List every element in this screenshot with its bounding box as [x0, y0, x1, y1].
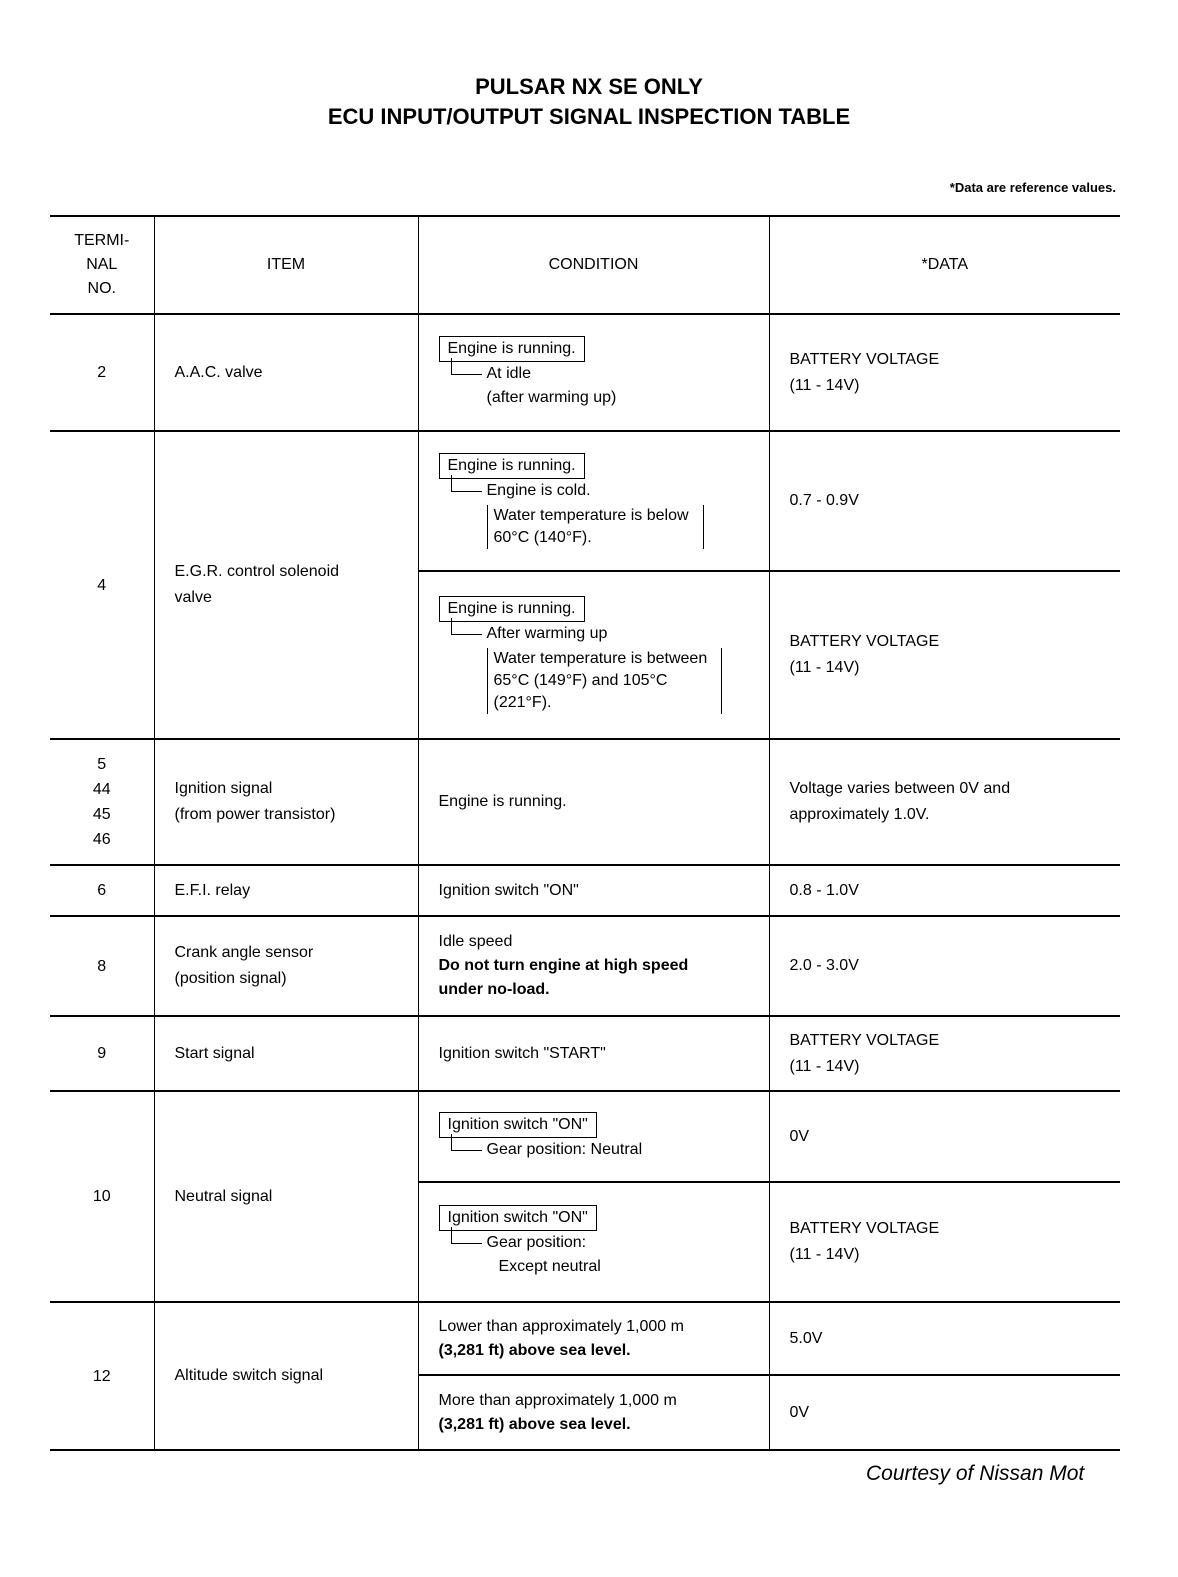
header-data: *DATA [769, 216, 1120, 314]
condition-sub: Gear position: Neutral [451, 1138, 749, 1162]
courtesy-credit: Courtesy of Nissan Mot [866, 1462, 1085, 1485]
condition-cell: Ignition switch "ON" [418, 865, 769, 916]
condition-bracket: Water temperature is between 65°C (149°F) and 105°C (221°F). [487, 648, 723, 714]
condition-box: Ignition switch "ON" [439, 1112, 597, 1138]
reference-note: *Data are reference values. [949, 180, 1116, 195]
page-title [0, 72, 1178, 132]
terminal-number: 6 [50, 865, 154, 916]
header-item: ITEM [154, 216, 418, 314]
item-name: E.G.R. control solenoid valve [154, 431, 418, 739]
data-cell: 0V [769, 1091, 1120, 1182]
data-cell: Voltage varies between 0V and approximately 1.0V. [769, 739, 1120, 865]
table-row [50, 431, 1120, 571]
condition-cell: Idle speed Do not turn engine at high speed under no-load. [418, 916, 769, 1016]
data-cell: BATTERY VOLTAGE (11 - 14V) [769, 1016, 1120, 1091]
data-cell: BATTERY VOLTAGE (11 - 14V) [769, 314, 1120, 431]
item-name: Neutral signal [154, 1091, 418, 1302]
condition-sub: After warming up [451, 622, 749, 646]
table-row [50, 916, 1120, 1016]
condition-cell [418, 1091, 769, 1182]
item-name: Altitude switch signal [154, 1302, 418, 1450]
terminal-number: 4 [50, 431, 154, 739]
item-name: A.A.C. valve [154, 314, 418, 431]
data-cell: 0.7 - 0.9V [769, 431, 1120, 571]
condition-sub: At idle [451, 362, 749, 386]
data-cell: BATTERY VOLTAGE (11 - 14V) [769, 571, 1120, 739]
condition-cell: Engine is running. [418, 739, 769, 865]
data-cell: 5.0V [769, 1302, 1120, 1375]
data-cell: 2.0 - 3.0V [769, 916, 1120, 1016]
condition-box: Engine is running. [439, 336, 585, 362]
table-row [50, 739, 1120, 865]
condition-bracket: Water temperature is below 60°C (140°F). [487, 505, 704, 549]
terminal-number: 9 [50, 1016, 154, 1091]
header-terminal: TERMI- NAL NO. [50, 216, 154, 314]
condition-cell: More than approximately 1,000 m (3,281 ft) above sea level. [418, 1375, 769, 1450]
condition-cell [418, 571, 769, 739]
terminal-number: 12 [50, 1302, 154, 1450]
condition-sub-note: Except neutral [498, 1258, 601, 1275]
title-line-1: PULSAR NX SE ONLY [475, 74, 703, 99]
item-name: Ignition signal (from power transistor) [154, 739, 418, 865]
data-cell: 0V [769, 1375, 1120, 1450]
table-row [50, 1302, 1120, 1375]
item-name: Crank angle sensor (position signal) [154, 916, 418, 1016]
item-name: E.F.I. relay [154, 865, 418, 916]
condition-cell: Ignition switch "START" [418, 1016, 769, 1091]
terminal-number: 2 [50, 314, 154, 431]
table-row [50, 1016, 1120, 1091]
header-row [50, 216, 1120, 314]
condition-box: Engine is running. [439, 453, 585, 479]
condition-box: Engine is running. [439, 596, 585, 622]
data-cell: BATTERY VOLTAGE (11 - 14V) [769, 1182, 1120, 1302]
condition-sub: Engine is cold. [451, 479, 749, 503]
condition-sub: Gear position: [451, 1231, 749, 1255]
condition-cell: Lower than approximately 1,000 m (3,281 ft) above sea level. [418, 1302, 769, 1375]
table-row [50, 1091, 1120, 1182]
condition-cell [418, 1182, 769, 1302]
terminal-number: 5 44 45 46 [50, 739, 154, 865]
table-row [50, 314, 1120, 431]
condition-box: Ignition switch "ON" [439, 1205, 597, 1231]
table-row [50, 865, 1120, 916]
terminal-number: 8 [50, 916, 154, 1016]
condition-cell [418, 431, 769, 571]
header-condition: CONDITION [418, 216, 769, 314]
condition-cell [418, 314, 769, 431]
terminal-number: 10 [50, 1091, 154, 1302]
condition-sub-note: (after warming up) [486, 388, 617, 406]
signal-inspection-table [50, 215, 1120, 1451]
title-line-2: ECU INPUT/OUTPUT SIGNAL INSPECTION TABLE [327, 104, 851, 129]
item-name: Start signal [154, 1016, 418, 1091]
data-cell: 0.8 - 1.0V [769, 865, 1120, 916]
